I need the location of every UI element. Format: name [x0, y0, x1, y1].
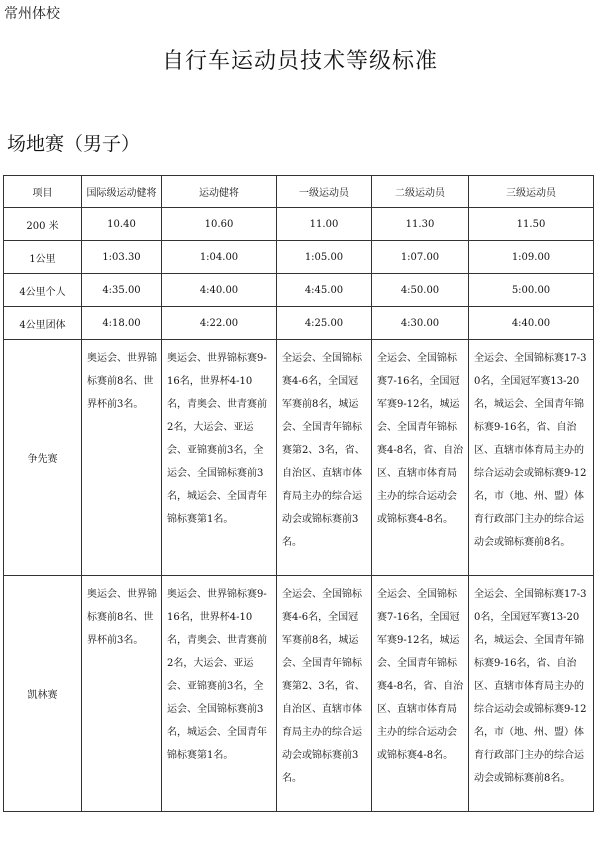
standard-cell: 4:25.00: [277, 307, 372, 340]
column-header: 项目: [4, 176, 82, 208]
header-org-name: 常州体校: [4, 6, 60, 22]
event-cell: 1公里: [4, 241, 82, 274]
standard-cell: 4:45.00: [277, 274, 372, 307]
standard-cell: 1:05.00: [277, 241, 372, 274]
criteria-cell: 全运会、全国锦标赛17-30名，全国冠军赛13-20名，城运会、全国青年锦标赛9-16名，省、自治区、直辖市体育局主办的综合运动会或锦标赛9-12名，市（地、州、盟）体育行政部门主办的综合运动会或锦标赛前8名。: [469, 340, 594, 576]
column-header: 三级运动员: [469, 176, 594, 208]
standard-cell: 1:03.30: [82, 241, 162, 274]
event-cell: 凯林赛: [4, 576, 82, 812]
standard-cell: 11.50: [469, 208, 594, 241]
criteria-cell: 奥运会、世界锦标赛9-16名，世界杯4-10名，青奥会、世青赛前2名，大运会、亚运会、亚锦赛前3名，全运会、全国锦标赛前3名，城运会、全国青年锦标赛第1名。: [162, 576, 277, 812]
column-header: 国际级运动健将: [82, 176, 162, 208]
column-header: 运动健将: [162, 176, 277, 208]
standard-cell: 1:04.00: [162, 241, 277, 274]
criteria-cell: 全运会、全国锦标赛7-16名，全国冠军赛9-12名，城运会、全国青年锦标赛4-8名，省、自治区、直辖市体育局主办的综合运动会或锦标赛4-8名。: [372, 340, 469, 576]
standard-cell: 11.30: [372, 208, 469, 241]
event-cell: 4公里个人: [4, 274, 82, 307]
table-row: [4, 307, 594, 340]
table-row: [4, 340, 594, 576]
standard-cell: 5:00.00: [469, 274, 594, 307]
standard-cell: 4:40.00: [162, 274, 277, 307]
criteria-cell: 全运会、全国锦标赛7-16名，全国冠军赛9-12名，城运会、全国青年锦标赛4-8名，省、自治区、直辖市体育局主办的综合运动会或锦标赛4-8名。: [372, 576, 469, 812]
document-title: 自行车运动员技术等级标准: [161, 49, 438, 74]
criteria-cell: 奥运会、世界锦标赛前8名、世界杯前3名。: [82, 340, 162, 576]
table-header-row: [4, 176, 594, 208]
grade-standards-table: [3, 175, 594, 812]
standard-cell: 4:22.00: [162, 307, 277, 340]
standard-cell: 10.40: [82, 208, 162, 241]
table-row: [4, 208, 594, 241]
standard-cell: 1:07.00: [372, 241, 469, 274]
table-row: [4, 576, 594, 812]
event-cell: 4公里团体: [4, 307, 82, 340]
section-title: 场地赛（男子）: [7, 133, 141, 155]
standard-cell: 11.00: [277, 208, 372, 241]
table-row: [4, 274, 594, 307]
standard-cell: 10.60: [162, 208, 277, 241]
criteria-cell: 奥运会、世界锦标赛前8名、世界杯前3名。: [82, 576, 162, 812]
criteria-cell: 全运会、全国锦标赛4-6名，全国冠军赛前8名，城运会、全国青年锦标赛第2、3名，省、自治区、直辖市体育局主办的综合运动会或锦标赛前3名。: [277, 340, 372, 576]
criteria-cell: 全运会、全国锦标赛17-30名，全国冠军赛13-20名，城运会、全国青年锦标赛9-16名，省、自治区、直辖市体育局主办的综合运动会或锦标赛9-12名，市（地、州、盟）体育行政部门主办的综合运动会或锦标赛前8名。: [469, 576, 594, 812]
table-row: [4, 241, 594, 274]
standard-cell: 4:35.00: [82, 274, 162, 307]
criteria-cell: 奥运会、世界锦标赛9-16名，世界杯4-10名，青奥会、世青赛前2名，大运会、亚运会、亚锦赛前3名，全运会、全国锦标赛前3名，城运会、全国青年锦标赛第1名。: [162, 340, 277, 576]
standard-cell: 1:09.00: [469, 241, 594, 274]
standard-cell: 4:50.00: [372, 274, 469, 307]
column-header: 一级运动员: [277, 176, 372, 208]
standard-cell: 4:18.00: [82, 307, 162, 340]
criteria-cell: 全运会、全国锦标赛4-6名，全国冠军赛前8名，城运会、全国青年锦标赛第2、3名，省、自治区、直辖市体育局主办的综合运动会或锦标赛前3名。: [277, 576, 372, 812]
standard-cell: 4:30.00: [372, 307, 469, 340]
column-header: 二级运动员: [372, 176, 469, 208]
standard-cell: 4:40.00: [469, 307, 594, 340]
event-cell: 200 米: [4, 208, 82, 241]
event-cell: 争先赛: [4, 340, 82, 576]
